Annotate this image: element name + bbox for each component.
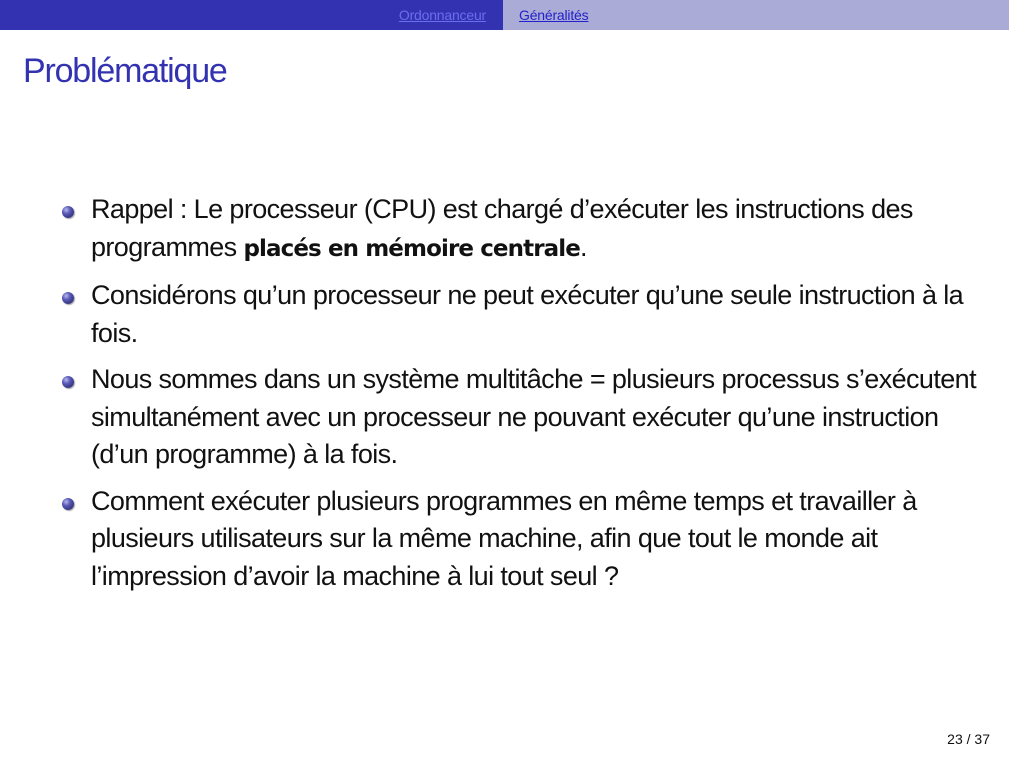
slide-title: Problématique [23, 52, 227, 90]
list-item [60, 191, 990, 268]
bullet-ball-icon [62, 498, 74, 510]
item-bold-text: placés en mémoire centrale [243, 235, 580, 262]
nav-link-generalites[interactable]: Généralités [519, 7, 589, 23]
bullet-ball-icon [62, 376, 74, 388]
item-text: Considérons qu’un processeur ne peut exécuter qu’une seule instruction à la fois. [91, 280, 964, 348]
section-navbar [0, 0, 1009, 30]
navbar-right-section [503, 0, 1009, 30]
bullet-list [60, 191, 990, 604]
list-item [60, 277, 990, 352]
item-text: Comment exécuter plusieurs programmes en même temps et travailler à plusieurs utilisateurs sur la même machine, afin que tout le monde ait l’impression d’avoir la machine à lui tout seul ? [91, 485, 917, 591]
list-item [60, 361, 990, 474]
item-text: Nous sommes dans un système multitâche = plusieurs processus s’exécutent simultanément avec un processeur ne pouvant exécuter qu’une instruction (d’un programme) à la fois. [91, 364, 976, 469]
item-text: Rappel : Le processeur (CPU) est chargé d’exécuter les instructions des programmes [91, 194, 913, 262]
nav-link-ordonnanceur[interactable]: Ordonnanceur [398, 7, 486, 23]
navbar-left-section [0, 0, 503, 30]
bullet-ball-icon [62, 206, 74, 218]
item-text-end: . [579, 231, 587, 262]
list-item [60, 483, 990, 596]
bullet-ball-icon [62, 292, 74, 304]
page-number: 23 / 37 [947, 731, 990, 747]
